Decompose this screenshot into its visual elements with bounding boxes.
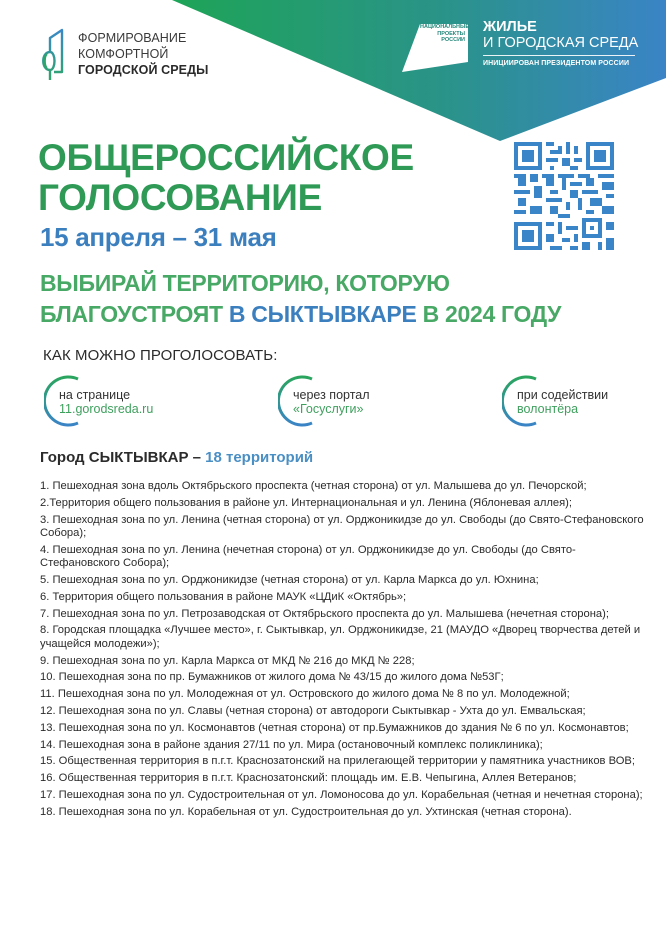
- list-item: 2.Территория общего пользования в районе ул. Интернациональная и ул. Ленина (Яблоневая аллея);: [40, 496, 573, 509]
- page-title: [38, 138, 414, 218]
- project-subtitle: ИНИЦИИРОВАН ПРЕЗИДЕНТОМ РОССИИ: [483, 60, 630, 67]
- list-item: 12. Пешеходная зона по ул. Славы (четная сторона) от автодороги Сыктывкар - Ухта до ул. Емвальская;: [40, 704, 586, 717]
- slogan-line-1: ВЫБИРАЙ ТЕРРИТОРИЮ, КОТОРУЮ: [40, 270, 450, 296]
- list-item: 17. Пешеходная зона по ул. Судостроительная от ул. Ломоносова до ул. Корабельная (четная и нечетная сторона);: [40, 788, 643, 801]
- territory-count: 18 территорий: [205, 449, 314, 466]
- list-item: 10. Пешеходная зона по пр. Бумажников от жилого дома № 43/15 до жилого дома №53Г;: [40, 671, 504, 684]
- logo-line-2: КОМФОРТНОЙ: [78, 47, 169, 61]
- title-line-2: ГОЛОСОВАНИЕ: [38, 177, 322, 218]
- project-title-line-2: И ГОРОДСКАЯ СРЕДА: [483, 35, 639, 51]
- website-link[interactable]: 11.gorodsreda.ru: [59, 402, 154, 416]
- slogan-line-2: БЛАГОУСТРОЯТ В СЫКТЫВКАРЕ В 2024 ГОДУ: [40, 301, 562, 327]
- list-item: 15. Общественная территория в п.г.т. Краснозатонский на прилегающей территории у памятника участников ВОВ;: [40, 755, 635, 768]
- list-item: 6. Территория общего пользования в районе МАУК «ЦДиК «Октябрь»;: [40, 590, 407, 603]
- slogan: [40, 268, 561, 330]
- list-item: 13. Пешеходная зона по ул. Космонавтов (четная сторона) от пр.Бумажников до здания № 6 по ул. Космонавтов;: [40, 721, 629, 734]
- project-title-line-1: ЖИЛЬЕ: [483, 19, 537, 35]
- list-item: 3. Пешеходная зона по ул. Ленина (четная сторона) от ул. Орджоникидзе до ул. Свободы (до Свято-Стефановского Собора);: [40, 513, 644, 539]
- list-item: 9. Пешеходная зона по ул. Карла Маркса от МКД № 216 до МКД № 228;: [40, 654, 415, 667]
- city-highlight: В СЫКТЫВКАРЕ: [228, 301, 417, 327]
- city-heading: Город СЫКТЫВКАР – 18 территорий: [40, 449, 314, 466]
- divider: [483, 55, 635, 56]
- list-item: 8. Городская площадка «Лучшее место», г. Сыктывкар, ул. Орджоникидзе, 21 (МАУДО «Дворец творчества детей и учащейся молодежи»);: [40, 624, 641, 650]
- list-item: 14. Пешеходная зона в районе здания 27/11 по ул. Мира (остановочный комплекс поликлиника);: [40, 738, 543, 751]
- list-item: 4. Пешеходная зона по ул. Ленина (нечетная сторона) от ул. Орджоникидзе до ул. Свободы (до Свято-Стефановского Собора);: [40, 543, 576, 570]
- how-to-vote-title: КАК МОЖНО ПРОГОЛОСОВАТЬ:: [43, 347, 278, 364]
- list-item: 16. Общественная территория в п.г.т. Краснозатонский: площадь им. Е.В. Чепыгина, Аллея Ветеранов;: [40, 772, 577, 785]
- title-line-1: ОБЩЕРОССИЙСКОЕ: [38, 137, 414, 178]
- list-item: 18. Пешеходная зона по ул. Корабельная от ул. Судостроительная до ул. Ухтинская (четная сторона).: [40, 805, 572, 818]
- list-item: 11. Пешеходная зона по ул. Молодежная от ул. Островского до жилого дома № 8 по ул. Молодежной;: [40, 688, 570, 701]
- list-item: 5. Пешеходная зона по ул. Орджоникидзе (четная сторона) от ул. Карла Маркса до ул. Юхнина;: [40, 574, 539, 586]
- building-f-icon: [38, 26, 66, 82]
- project-title-block: [483, 20, 638, 67]
- qr-code-icon[interactable]: [514, 142, 614, 250]
- logo-line-1: ФОРМИРОВАНИЕ: [78, 31, 187, 45]
- logo-line-3: ГОРОДСКОЙ СРЕДЫ: [78, 63, 209, 77]
- territory-list: [40, 480, 650, 823]
- national-projects-label: НАЦИОНАЛЬНЫЕ ПРОЕКТЫ РОССИИ: [420, 24, 470, 43]
- formirovanie-logo: [38, 26, 208, 82]
- voting-dates: 15 апреля – 31 мая: [40, 222, 277, 252]
- list-item: 7. Пешеходная зона по ул. Петрозаводская от Октябрьского проспекта до ул. Малышева (нечетная сторона);: [40, 607, 609, 620]
- list-item: 1. Пешеходная зона вдоль Октябрьского проспекта (четная сторона) от ул. Малышева до ул. Печорской;: [40, 480, 587, 492]
